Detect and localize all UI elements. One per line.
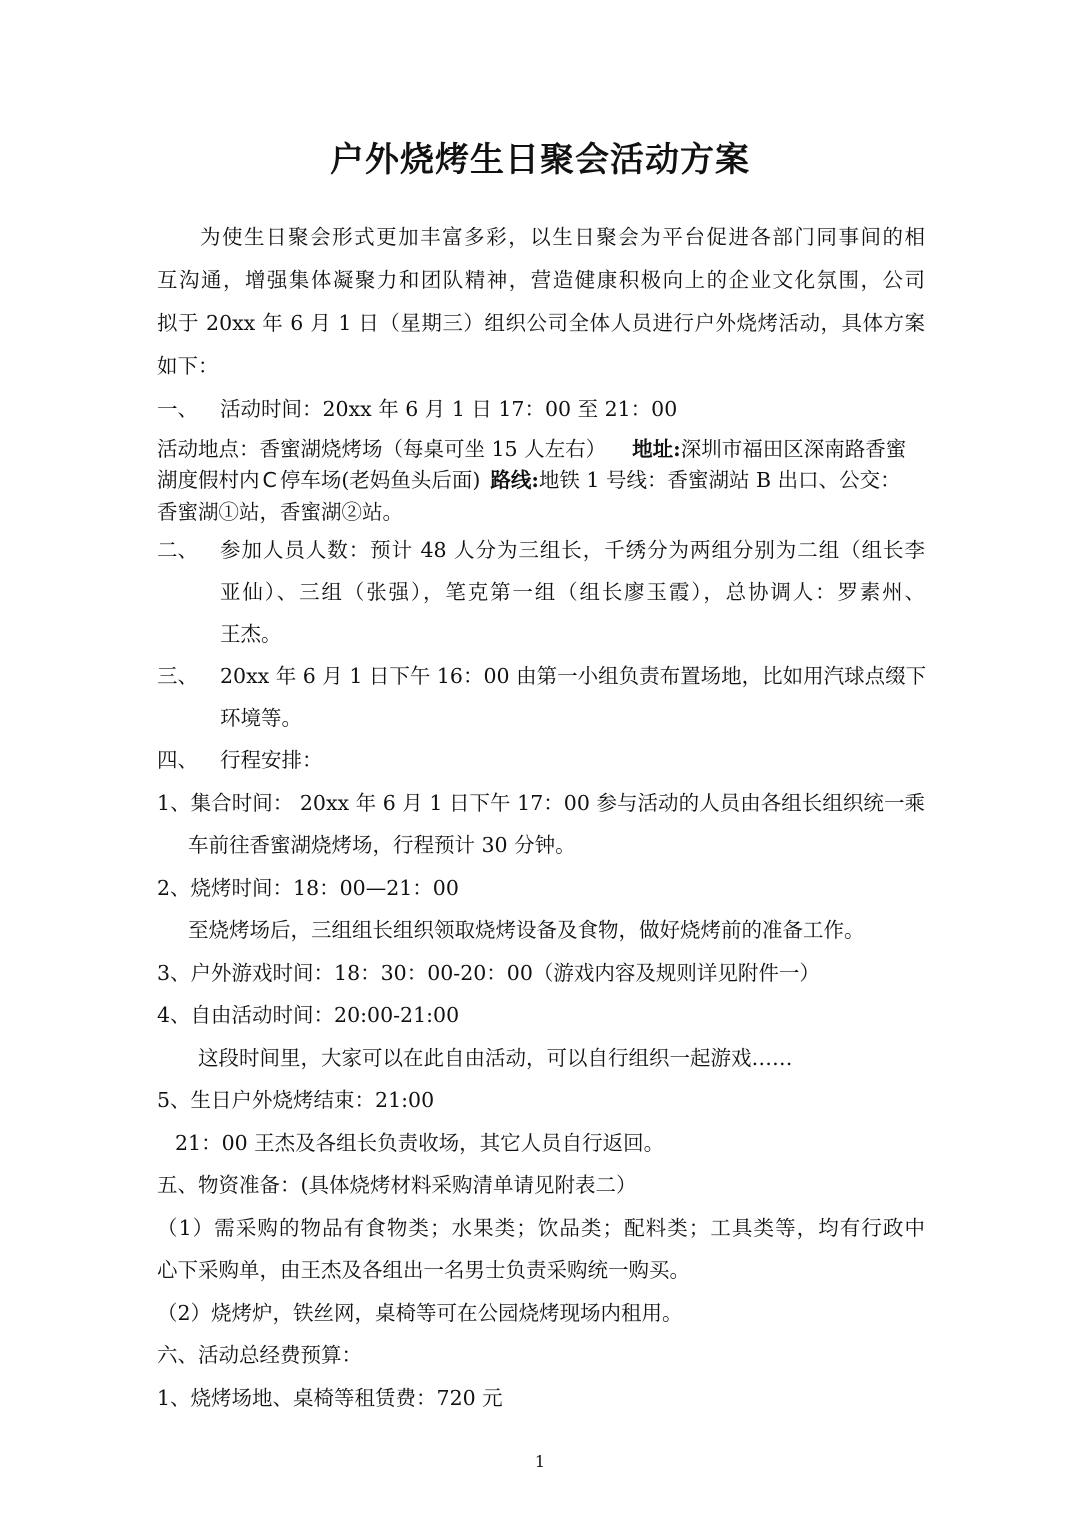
location-line-3: 香蜜湖①站，香蜜湖②站。 <box>157 500 403 524</box>
section-3-line-2: 环境等。 <box>220 706 302 730</box>
intro-line-3: 拟于 20xx 年 6 月 1 日（星期三）组织公司全体人员进行户外烧烤活动，具体方案 <box>157 311 925 335</box>
section-2-number: 二、 <box>157 538 198 562</box>
location-place: 活动地点：香蜜湖烧烤场（每桌可坐 15 人左右） <box>157 437 607 461</box>
item-4-line-2: 这段时间里，大家可以在此自由活动，可以自行组织一起游戏…… <box>198 1046 793 1070</box>
item-5-line-2: 21：00 王杰及各组长负责收场，其它人员自行返回。 <box>175 1131 665 1155</box>
section-4-text: 行程安排： <box>220 748 323 772</box>
route-text: 地铁 1 号线：香蜜湖站 B 出口、公交： <box>538 468 901 492</box>
intro-line-1: 为使生日聚会形式更加丰富多彩，以生日聚会为平台促进各部门同事间的相 <box>200 225 925 249</box>
section-3-line-1: 20xx 年 6 月 1 日下午 16：00 由第一小组负责布置场地，比如用汽球点缀下 <box>220 664 927 688</box>
section-2-line-2: 亚仙）、三组（张强），笔克第一组（组长廖玉霞），总协调人：罗素州、 <box>220 580 925 604</box>
intro-line-2: 互沟通，增强集体凝聚力和团队精神，营造健康积极向上的企业文化氛围，公司 <box>157 268 925 292</box>
intro-line-4: 如下： <box>157 354 219 378</box>
section-3-number: 三、 <box>157 664 198 688</box>
address-text: 深圳市福田区深南路香蜜 <box>680 437 907 461</box>
section-1-number: 一、 <box>157 397 198 421</box>
item-1-line-1: 1、集合时间： 20xx 年 6 月 1 日下午 17：00 参与活动的人员由各组长组织统一乘 <box>157 791 925 815</box>
item-4-line-1: 4、自由活动时间：20:00-21:00 <box>157 1003 460 1027</box>
section-2-line-1: 参加人员人数：预计 48 人分为三组长，千绣分为两组分别为二组（组长李 <box>220 538 925 562</box>
page-number: 1 <box>534 1452 546 1471</box>
location-venue: 湖度假村内 <box>157 468 260 492</box>
location-line-1 <box>157 434 906 464</box>
section-5-p1-line-1: （1）需采购的物品有食物类；水果类；饮品类；配料类；工具类等，均有行政中 <box>157 1216 925 1240</box>
item-2-line-2: 至烧烤场后，三组组长组织领取烧烤设备及食物，做好烧烤前的准备工作。 <box>188 918 865 942</box>
section-6-title: 六、活动总经费预算： <box>157 1343 362 1367</box>
section-6-item-1: 1、烧烤场地、桌椅等租赁费：720 元 <box>157 1386 503 1410</box>
section-4-number: 四、 <box>157 748 198 772</box>
section-5-p1-line-2: 心下采购单，由王杰及各组出一名男士负责采购统一购买。 <box>157 1258 690 1282</box>
section-5-p2: （2）烧烤炉，铁丝网，桌椅等可在公园烧烤现场内租用。 <box>157 1301 683 1325</box>
item-3: 3、户外游戏时间：18：30：00-20：00（游戏内容及规则详见附件一） <box>157 961 820 985</box>
section-5-title: 五、物资准备：(具体烧烤材料采购清单请见附表二） <box>157 1173 637 1197</box>
parking-letter: C <box>262 468 277 492</box>
location-parking: 停车场(老妈鱼头后面) <box>279 468 481 492</box>
section-2-line-3: 王杰。 <box>220 622 282 646</box>
route-label: 路线: <box>490 468 539 492</box>
item-5-line-1: 5、生日户外烧烤结束：21:00 <box>157 1088 435 1112</box>
document-title: 户外烧烤生日聚会活动方案 <box>330 140 750 180</box>
address-label: 地址: <box>632 437 681 461</box>
location-line-2 <box>157 465 901 495</box>
section-1-text: 活动时间：20xx 年 6 月 1 日 17：00 至 21：00 <box>220 397 678 421</box>
item-2-line-1: 2、烧烤时间：18：00—21：00 <box>157 876 459 900</box>
item-1-line-2: 车前往香蜜湖烧烤场，行程预计 30 分钟。 <box>188 833 576 857</box>
